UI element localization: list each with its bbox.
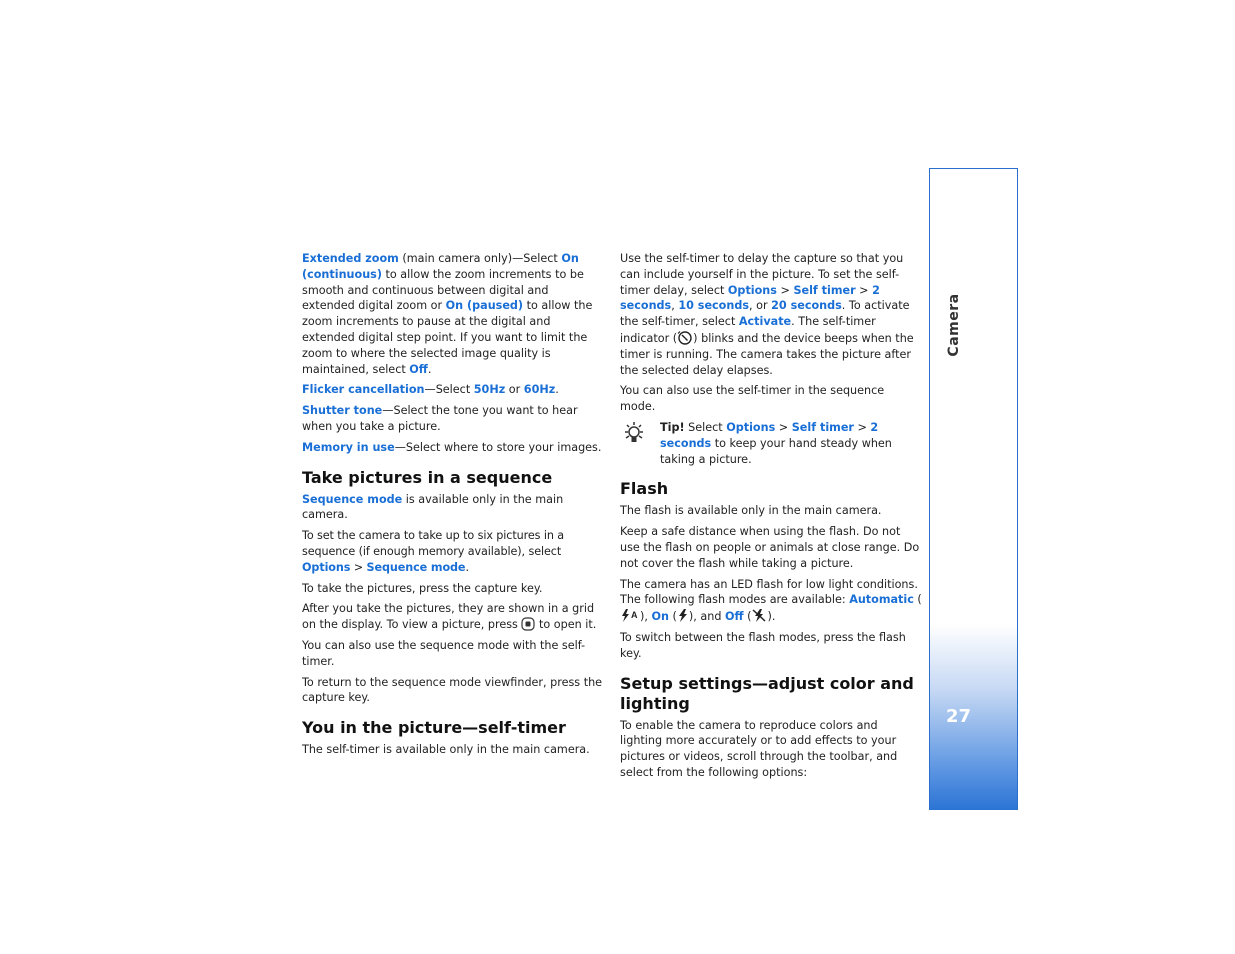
option-automatic: Automatic xyxy=(849,593,914,607)
option-50hz: 50Hz xyxy=(473,383,506,397)
text-run: > xyxy=(855,283,873,297)
flash-safe-paragraph: Keep a safe distance when using the flash. Do not use the flash on people or animals at close range. Do not cover the flash while taking a picture. xyxy=(620,525,920,570)
text-run: , or xyxy=(749,299,772,313)
text-run: . To activate the self-timer, select xyxy=(620,299,910,329)
text-run: > xyxy=(775,420,792,434)
text-run: or xyxy=(505,383,524,397)
section-sidebar xyxy=(929,168,1018,810)
flicker-paragraph xyxy=(302,382,604,398)
page-number: 27 xyxy=(946,706,972,727)
navi-key-icon xyxy=(521,617,535,631)
shutter-term: Shutter tone xyxy=(302,404,383,418)
section-tab xyxy=(942,289,966,369)
sequence-mode-paragraph xyxy=(302,492,604,524)
text-run: ). xyxy=(767,610,776,624)
shutter-paragraph xyxy=(302,403,604,435)
selftimer-seq-paragraph: You can also use the self-timer in the sequence mode. xyxy=(620,384,885,414)
selftimer-use-paragraph xyxy=(620,251,922,378)
text-run: > xyxy=(350,560,367,574)
text-run: . xyxy=(555,383,559,397)
text-run: ( xyxy=(743,610,752,624)
text-run: —Select the tone you want to hear when you take a picture. xyxy=(302,404,578,433)
flash-auto-icon xyxy=(620,608,640,623)
sequence-return-paragraph: To return to the sequence mode viewfinder, press the capture key. xyxy=(302,675,603,705)
self-timer-icon xyxy=(677,330,693,345)
text-run: —Select xyxy=(424,383,474,397)
option-off: Off xyxy=(724,610,744,624)
extended-zoom-term: Extended zoom xyxy=(302,252,399,265)
sequence-view-paragraph xyxy=(302,601,604,633)
tip-label: Tip! xyxy=(660,420,685,434)
flash-modes-paragraph xyxy=(620,577,922,625)
text-run: to keep your hand steady when taking a picture. xyxy=(660,436,892,466)
option-2-seconds: 2 seconds xyxy=(620,283,880,313)
flash-switch-paragraph: To switch between the flash modes, press the flash key. xyxy=(620,630,906,660)
option-activate: Activate xyxy=(738,315,792,329)
section-title: Camera xyxy=(946,293,962,357)
tip-box xyxy=(620,420,922,467)
right-column xyxy=(620,251,922,786)
option-options: Options xyxy=(302,560,351,574)
text-run: ( xyxy=(913,593,922,607)
text-run: , xyxy=(671,299,679,313)
text-run: . xyxy=(465,560,469,574)
sequence-heading: Take pictures in a sequence xyxy=(302,467,553,487)
text-run: to allow the zoom increments to be smooth and continuous between digital and extended digital zoom or xyxy=(302,267,584,313)
lightbulb-icon xyxy=(620,420,648,446)
option-10-seconds: 10 seconds xyxy=(678,299,749,313)
text-run: to allow the zoom increments to pause at the digital and extended digital step point. If you want to limit the zoom to where the selected image quality is maintained, select xyxy=(302,299,593,376)
text-run: ) blinks and the device beeps when the timer is running. The camera takes the picture after the selected delay elapses. xyxy=(620,331,914,377)
text-run: ( xyxy=(668,610,677,624)
text-run: Select xyxy=(684,420,727,434)
sequence-take-paragraph: To take the pictures, press the capture key. xyxy=(302,581,543,595)
option-on-continuous: On (continuous) xyxy=(302,252,579,281)
sequence-self-paragraph: You can also use the sequence mode with the self-timer. xyxy=(302,638,586,668)
option-off: Off xyxy=(409,362,428,376)
setup-heading: Setup settings—adjust color and lighting xyxy=(620,673,914,713)
text-run: Use the self-timer to delay the capture so that you can include yourself in the picture. To set the self-timer delay, select xyxy=(620,252,904,297)
left-column xyxy=(302,251,604,763)
option-on-paused: On (paused) xyxy=(445,299,524,313)
option-self-timer: Self timer xyxy=(793,283,856,297)
text-run: > xyxy=(853,420,871,434)
selftimer-heading: You in the picture—self-timer xyxy=(302,718,566,738)
text-run: The camera has an LED flash for low light conditions. The following flash modes are available: xyxy=(620,577,918,607)
flash-on-icon xyxy=(677,608,689,623)
text-run: (main camera only)—Select xyxy=(398,252,562,265)
option-options: Options xyxy=(726,420,776,434)
flash-avail-paragraph: The flash is available only in the main camera. xyxy=(620,504,882,518)
text-run: —Select where to store your images. xyxy=(394,440,602,454)
option-2-seconds: 2 seconds xyxy=(660,420,879,450)
flash-heading: Flash xyxy=(620,479,669,499)
text-run: To set the camera to take up to six pictures in a sequence (if enough memory available), select xyxy=(302,529,565,558)
option-options: Options xyxy=(727,283,777,297)
setup-paragraph: To enable the camera to reproduce colors and lighting more accurately or to add effects to your pictures or videos, scroll through the toolbar, and select from the following options: xyxy=(620,718,898,779)
memory-term: Memory in use xyxy=(302,440,395,454)
sequence-setup-paragraph xyxy=(302,528,604,575)
option-on: On xyxy=(651,610,669,624)
flash-off-icon xyxy=(751,608,767,623)
flicker-term: Flicker cancellation xyxy=(302,383,425,397)
text-run: After you take the pictures, they are shown in a grid on the display. To view a picture, press xyxy=(302,602,595,632)
text-run: to open it. xyxy=(535,618,597,632)
selftimer-avail-paragraph: The self-timer is available only in the main camera. xyxy=(302,743,590,757)
option-60hz: 60Hz xyxy=(523,383,556,397)
text-run: . xyxy=(427,362,432,376)
text-run: ), and xyxy=(688,610,725,624)
text-run: . The self-timer indicator ( xyxy=(620,315,876,345)
option-sequence-mode: Sequence mode xyxy=(366,560,466,574)
option-20-seconds: 20 seconds xyxy=(771,299,842,313)
text-run: is available only in the main camera. xyxy=(302,492,564,522)
text-run: ), xyxy=(640,610,652,624)
sequence-mode-term: Sequence mode xyxy=(302,492,403,506)
svg-text:A: A xyxy=(631,610,638,621)
option-self-timer: Self timer xyxy=(791,420,854,434)
memory-paragraph xyxy=(302,440,604,456)
text-run: > xyxy=(776,283,794,297)
extended-zoom-paragraph xyxy=(302,251,604,377)
